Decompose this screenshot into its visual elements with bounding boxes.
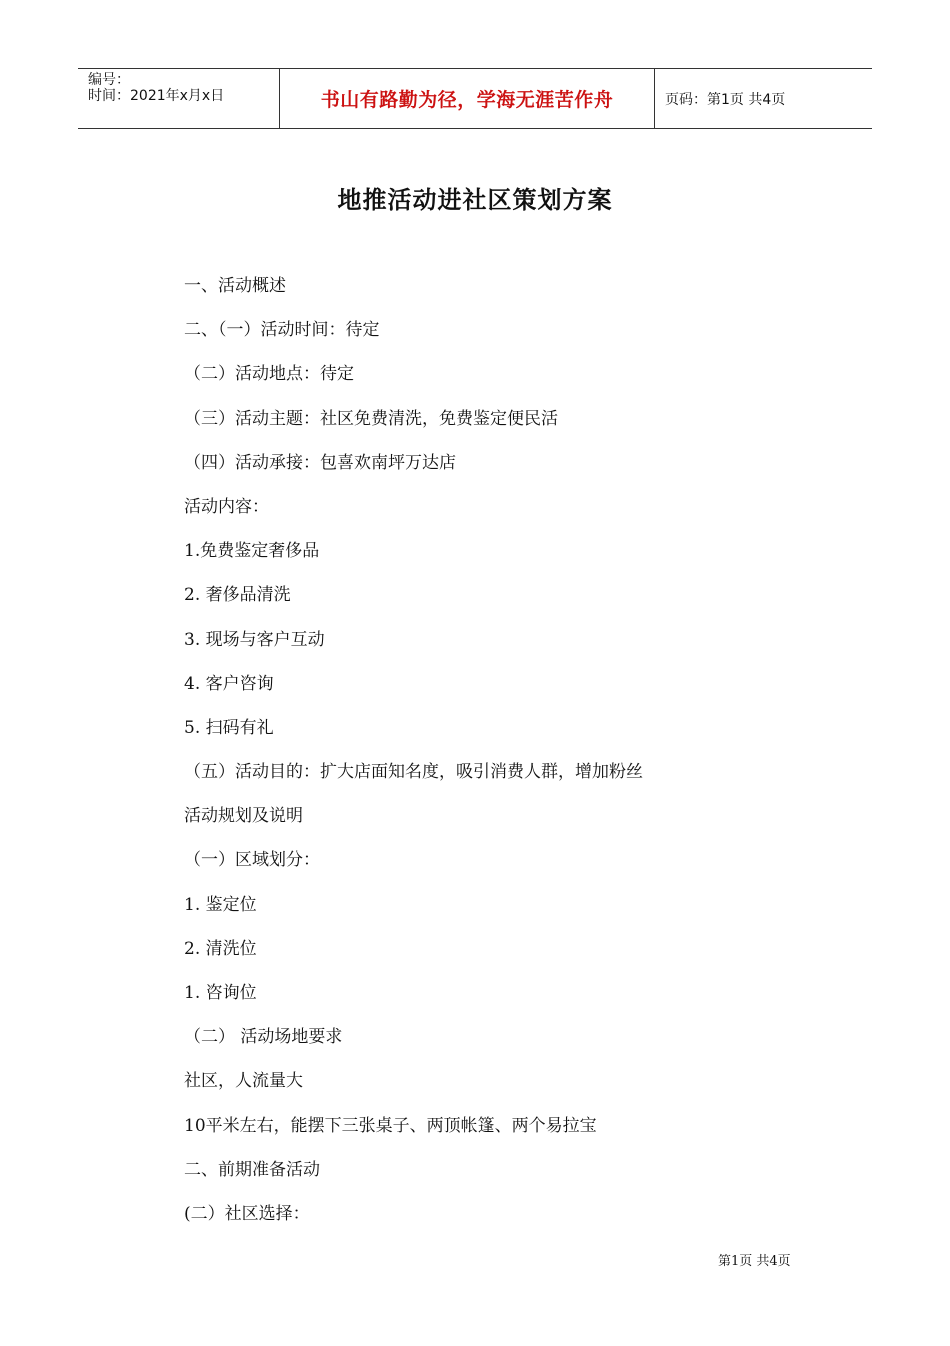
body-line: 1.免费鉴定奢侈品 — [184, 541, 320, 562]
body-line: （四）活动承接：包喜欢南坪万达店 — [184, 452, 456, 473]
header-page-info: 页码：第1页 共4页 — [665, 91, 786, 108]
body-line: (二）社区选择： — [184, 1203, 310, 1224]
serial-number-label: 编号： — [88, 72, 130, 88]
header-motto-cell — [280, 69, 655, 128]
body-line: （二）活动地点：待定 — [184, 364, 354, 385]
body-line: 二、前期准备活动 — [184, 1159, 320, 1180]
body-line: 10平米左右，能摆下三张桌子、两顶帐篷、两个易拉宝 — [184, 1115, 597, 1136]
body-line: 3. 现场与客户互动 — [184, 629, 325, 650]
date-label: 时间：2021年x月x日 — [88, 88, 225, 104]
page-footer-number: 第1页 共4页 — [718, 1254, 791, 1269]
body-line: 一、活动概述 — [184, 276, 286, 296]
body-line: 4. 客户咨询 — [184, 673, 274, 694]
body-line: （五）活动目的：扩大店面知名度，吸引消费人群，增加粉丝 — [184, 762, 643, 783]
body-line: 1. 咨询位 — [184, 983, 257, 1003]
body-line: 社区，人流量大 — [184, 1071, 303, 1092]
header-page-cell — [655, 69, 872, 128]
body-line: （二） 活动场地要求 — [184, 1027, 343, 1048]
body-line: 2. 奢侈品清洗 — [184, 585, 291, 606]
body-line: 5. 扫码有礼 — [184, 717, 274, 738]
body-line: （三）活动主题：社区免费清洗，免费鉴定便民活 — [184, 408, 558, 429]
document-title: 地推活动进社区策划方案 — [337, 186, 613, 214]
document-body — [184, 274, 824, 1246]
body-line: 1. 鉴定位 — [184, 894, 257, 915]
body-line: 二、（一）活动时间：待定 — [184, 320, 380, 341]
body-line: 活动规划及说明 — [184, 806, 303, 827]
header-info-cell — [78, 69, 280, 128]
body-line: 2. 清洗位 — [184, 938, 257, 959]
header-motto: 书山有路勤为径，学海无涯苦作舟 — [320, 89, 614, 111]
page-header — [78, 68, 872, 129]
body-line: （一）区域划分： — [184, 850, 320, 871]
body-line: 活动内容： — [184, 496, 269, 517]
